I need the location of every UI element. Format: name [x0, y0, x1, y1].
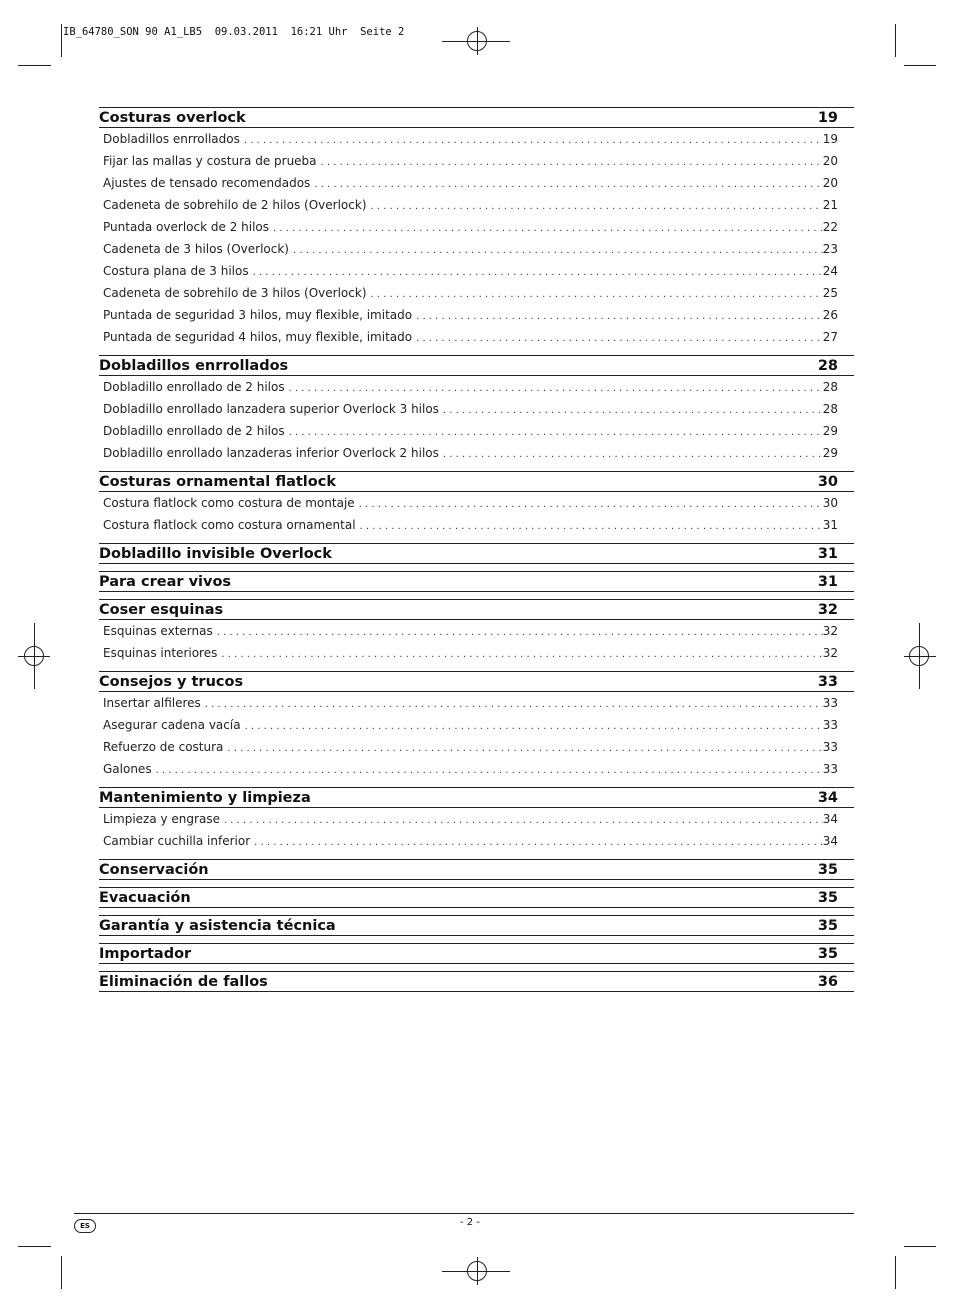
toc-section-heading	[99, 887, 854, 908]
toc-entry	[99, 642, 854, 664]
toc-section-title: Conservación	[99, 862, 209, 878]
dot-leader	[371, 196, 823, 218]
toc-entry-page: 23	[822, 242, 838, 256]
toc-section	[99, 107, 854, 348]
toc-entry-page: 21	[822, 198, 838, 212]
toc-section-heading	[99, 671, 854, 692]
toc-entry-page: 33	[822, 696, 838, 710]
toc-entry-title: Galones	[103, 762, 152, 776]
toc-entry-title: Dobladillo enrollado lanzadera superior Overlock 3 hilos	[103, 402, 439, 416]
toc-section-title: Importador	[99, 946, 192, 962]
footer-rule	[74, 1213, 854, 1214]
toc-section-page: 35	[817, 946, 838, 962]
toc-section-heading	[99, 943, 854, 964]
dot-leader	[227, 738, 822, 760]
dot-leader	[224, 810, 823, 832]
toc-section-page: 34	[817, 790, 838, 806]
toc-entry-title: Cambiar cuchilla inferior	[103, 834, 251, 848]
toc-section-heading	[99, 971, 854, 992]
toc-section-heading	[99, 543, 854, 564]
toc-section-heading	[99, 915, 854, 936]
toc-entry-title: Cadeneta de 3 hilos (Overlock)	[103, 242, 289, 256]
toc-section-title: Evacuación	[99, 890, 191, 906]
toc-entry-page: 24	[822, 264, 838, 278]
toc-entry-page: 25	[822, 286, 838, 300]
dot-leader	[273, 218, 823, 240]
dot-leader	[443, 444, 823, 466]
toc-entry	[99, 398, 854, 420]
toc-section-heading	[99, 471, 854, 492]
toc-entry	[99, 260, 854, 282]
toc-entry	[99, 514, 854, 536]
toc-entry-title: Dobladillo enrollado lanzaderas inferior Overlock 2 hilos	[103, 446, 439, 460]
toc-entry	[99, 282, 854, 304]
toc-entry-page: 27	[822, 330, 838, 344]
toc-entry	[99, 128, 854, 150]
toc-section-title: Eliminación de fallos	[99, 974, 268, 990]
toc-entry	[99, 692, 854, 714]
toc-section	[99, 571, 854, 592]
dot-leader	[416, 306, 823, 328]
toc-section-page: 28	[817, 358, 838, 374]
toc-entry-title: Costura plana de 3 hilos	[103, 264, 249, 278]
dot-leader	[221, 644, 822, 666]
toc-entry-title: Cadeneta de sobrehilo de 3 hilos (Overlock)	[103, 286, 367, 300]
toc-section-heading	[99, 355, 854, 376]
toc-section-title: Costuras overlock	[99, 110, 246, 126]
toc-entry	[99, 714, 854, 736]
toc-section-page: 30	[817, 474, 838, 490]
toc-section-page: 31	[817, 574, 838, 590]
toc-section	[99, 859, 854, 880]
toc-entry-page: 30	[822, 496, 838, 510]
toc-section-title: Dobladillos enrrollados	[99, 358, 289, 374]
toc-entry-title: Costura flatlock como costura de montaje	[103, 496, 355, 510]
toc-section-heading	[99, 571, 854, 592]
toc-entry-title: Esquinas externas	[103, 624, 213, 638]
language-badge: ES	[74, 1219, 96, 1233]
toc-entry	[99, 830, 854, 852]
toc-entry-page: 33	[822, 740, 838, 754]
page-number: - 2 -	[460, 1217, 480, 1228]
toc-entry-title: Refuerzo de costura	[103, 740, 224, 754]
toc-section-page: 35	[817, 918, 838, 934]
toc-entry-page: 32	[822, 646, 838, 660]
toc-entry-page: 26	[822, 308, 838, 322]
toc-section-title: Dobladillo invisible Overlock	[99, 546, 332, 562]
toc-entry-page: 34	[822, 834, 838, 848]
toc-entry	[99, 420, 854, 442]
toc-entry	[99, 376, 854, 398]
toc-section-page: 31	[817, 546, 838, 562]
toc-entry	[99, 442, 854, 464]
toc-entry-title: Puntada de seguridad 4 hilos, muy flexible, imitado	[103, 330, 413, 344]
toc-section-heading	[99, 107, 854, 128]
toc-entry	[99, 808, 854, 830]
toc-section	[99, 471, 854, 536]
table-of-contents	[99, 107, 854, 992]
toc-entry-page: 28	[822, 402, 838, 416]
toc-entry-title: Puntada de seguridad 3 hilos, muy flexible, imitado	[103, 308, 413, 322]
dot-leader	[289, 422, 823, 444]
toc-entry-title: Dobladillo enrollado de 2 hilos	[103, 380, 285, 394]
toc-entry	[99, 736, 854, 758]
dot-leader	[244, 130, 823, 152]
toc-section	[99, 355, 854, 464]
toc-entry	[99, 238, 854, 260]
toc-section-title: Para crear vivos	[99, 574, 232, 590]
toc-entry	[99, 492, 854, 514]
toc-section-title: Consejos y trucos	[99, 674, 244, 690]
toc-section-heading	[99, 787, 854, 808]
toc-section-page: 35	[817, 862, 838, 878]
dot-leader	[217, 622, 823, 644]
toc-section	[99, 971, 854, 992]
dot-leader	[205, 694, 823, 716]
toc-section-heading	[99, 859, 854, 880]
toc-entry	[99, 150, 854, 172]
toc-section	[99, 915, 854, 936]
toc-entry-page: 29	[822, 446, 838, 460]
toc-entry	[99, 326, 854, 348]
toc-entry-page: 20	[822, 154, 838, 168]
toc-section	[99, 599, 854, 664]
toc-section-page: 32	[817, 602, 838, 618]
toc-section-title: Mantenimiento y limpieza	[99, 790, 311, 806]
toc-section	[99, 943, 854, 964]
dot-leader	[254, 832, 823, 854]
toc-section-title: Coser esquinas	[99, 602, 224, 618]
toc-entry-title: Puntada overlock de 2 hilos	[103, 220, 270, 234]
dot-leader	[289, 378, 823, 400]
toc-entry-title: Esquinas interiores	[103, 646, 218, 660]
toc-section	[99, 671, 854, 780]
toc-entry-title: Dobladillo enrollado de 2 hilos	[103, 424, 285, 438]
toc-entry-page: 19	[822, 132, 838, 146]
toc-entry-title: Costura flatlock como costura ornamental	[103, 518, 356, 532]
toc-entry-page: 33	[822, 762, 838, 776]
toc-entry	[99, 758, 854, 780]
toc-entry	[99, 172, 854, 194]
print-header: IB_64780_SON 90 A1_LB5 09.03.2011 16:21 Uhr Seite 2	[63, 26, 405, 38]
toc-entry-page: 33	[822, 718, 838, 732]
toc-entry-title: Cadeneta de sobrehilo de 2 hilos (Overlock)	[103, 198, 367, 212]
toc-section-page: 35	[817, 890, 838, 906]
toc-section	[99, 543, 854, 564]
toc-section	[99, 787, 854, 852]
dot-leader	[371, 284, 823, 306]
toc-section	[99, 887, 854, 908]
toc-entry-title: Dobladillos enrrollados	[103, 132, 240, 146]
toc-entry-page: 34	[822, 812, 838, 826]
dot-leader	[359, 494, 823, 516]
dot-leader	[416, 328, 823, 350]
toc-section-title: Costuras ornamental flatlock	[99, 474, 336, 490]
toc-entry-page: 20	[822, 176, 838, 190]
toc-entry-title: Asegurar cadena vacía	[103, 718, 241, 732]
toc-section-heading	[99, 599, 854, 620]
toc-entry-page: 32	[822, 624, 838, 638]
dot-leader	[156, 760, 823, 782]
toc-entry-title: Fijar las mallas y costura de prueba	[103, 154, 317, 168]
toc-entry	[99, 216, 854, 238]
toc-section-page: 36	[817, 974, 838, 990]
toc-entry-title: Insertar alfileres	[103, 696, 201, 710]
toc-entry	[99, 194, 854, 216]
toc-entry-page: 31	[822, 518, 838, 532]
dot-leader	[443, 400, 823, 422]
toc-entry-title: Ajustes de tensado recomendados	[103, 176, 311, 190]
dot-leader	[314, 174, 822, 196]
toc-entry-page: 22	[822, 220, 838, 234]
dot-leader	[245, 716, 823, 738]
toc-entry	[99, 620, 854, 642]
toc-entry-page: 28	[822, 380, 838, 394]
toc-section-page: 33	[817, 674, 838, 690]
dot-leader	[293, 240, 823, 262]
toc-entry-page: 29	[822, 424, 838, 438]
toc-section-page: 19	[817, 110, 838, 126]
dot-leader	[253, 262, 823, 284]
dot-leader	[360, 516, 823, 538]
toc-section-title: Garantía y asistencia técnica	[99, 918, 336, 934]
toc-entry-title: Limpieza y engrase	[103, 812, 220, 826]
toc-entry	[99, 304, 854, 326]
dot-leader	[321, 152, 823, 174]
